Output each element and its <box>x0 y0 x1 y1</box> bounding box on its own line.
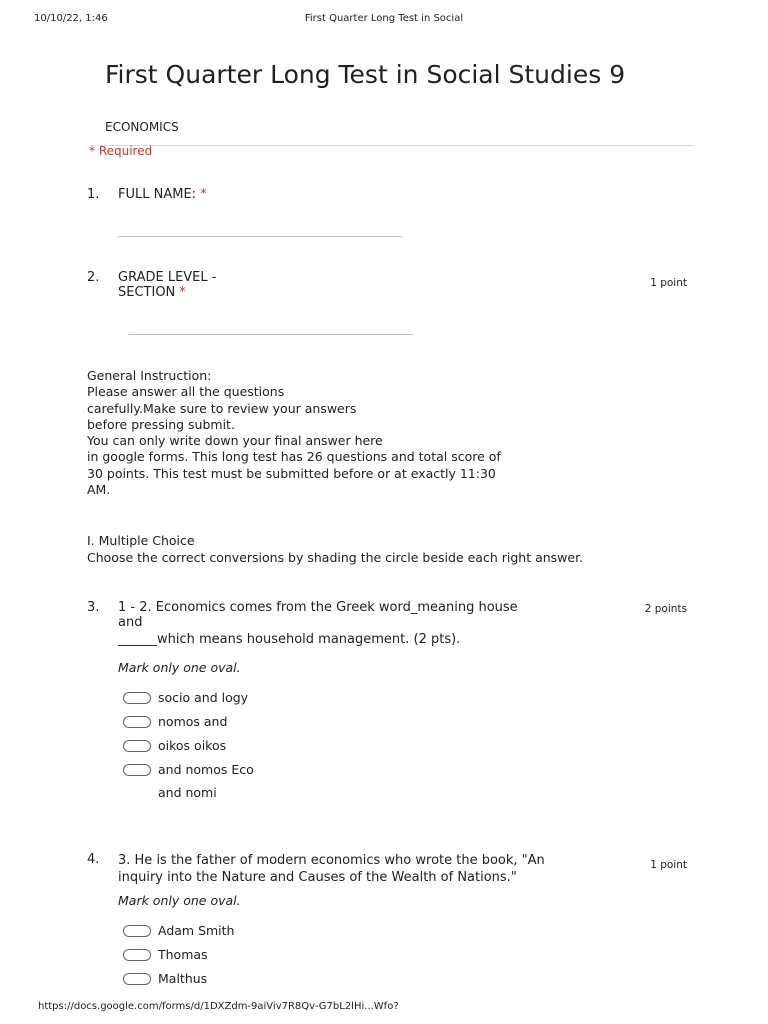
question-number: 1. <box>87 187 100 202</box>
points-badge: 2 points <box>644 603 687 615</box>
question-text-line: 3. He is the father of modern economics who wrote the book, "An <box>118 853 545 868</box>
instruction-line: General Instruction: <box>87 368 212 383</box>
question-number: 2. <box>87 270 100 285</box>
instruction-line: Please answer all the questions <box>87 384 285 400</box>
required-asterisk: * <box>179 285 186 300</box>
instruction-line: before pressing submit. <box>87 416 235 432</box>
form-subtitle: ECONOMICS <box>105 120 179 134</box>
radio-oval-icon[interactable] <box>123 740 151 752</box>
option-label: Adam Smith <box>158 923 235 938</box>
question-4-text <box>118 852 545 886</box>
points-badge: 1 point <box>650 277 687 289</box>
question-number: 3. <box>87 600 100 615</box>
question-text-line: and <box>118 615 143 630</box>
footer-url: https://docs.google.com/forms/d/1DXZdm-9aiViv7R8Qv-G7bL2lHi...Wfo? <box>38 1001 399 1012</box>
question-label-line2: SECTION <box>118 285 176 300</box>
instruction-line: carefully.Make sure to review your answers <box>87 400 357 416</box>
radio-oval-icon[interactable] <box>123 925 151 937</box>
option-label: oikos oikos <box>158 738 227 753</box>
form-title: First Quarter Long Test in Social Studies 9 <box>105 60 626 89</box>
option-label: socio and logy <box>158 690 249 705</box>
general-instruction <box>87 368 501 498</box>
question-label: FULL NAME: <box>118 187 197 202</box>
question-full-name <box>118 187 207 202</box>
radio-oval-icon[interactable] <box>123 716 151 728</box>
radio-oval-icon[interactable] <box>123 764 151 776</box>
radio-oval-icon[interactable] <box>123 973 151 985</box>
print-header-title: First Quarter Long Test in Social <box>304 13 464 24</box>
question-3-text <box>118 600 598 647</box>
section-description: Choose the correct conversions by shading the circle beside each right answer. <box>87 550 584 565</box>
instruction-line: 30 points. This test must be submitted before or at exactly 11:30 <box>87 465 496 481</box>
question-grade-section <box>118 270 216 300</box>
radio-oval-icon[interactable] <box>123 692 151 704</box>
question-text-line: ______which means household management. (2 pts). <box>118 632 461 647</box>
question-label-line1: GRADE LEVEL - <box>118 270 217 285</box>
instruction-line: AM. <box>87 482 111 498</box>
print-date: 10/10/22, 1:46 <box>34 13 108 24</box>
question-text-line: 1 - 2. Economics comes from the Greek word_meaning house <box>118 600 518 615</box>
section-title: I. Multiple Choice <box>87 533 195 548</box>
points-badge: 1 point <box>650 859 687 871</box>
option-label-continuation: and nomi <box>158 785 217 800</box>
question-text-line: inquiry into the Nature and Causes of the Wealth of Nations." <box>118 870 517 885</box>
full-name-input[interactable] <box>118 236 402 237</box>
instruction-line: You can only write down your final answer here <box>87 433 383 449</box>
question-hint: Mark only one oval. <box>118 893 241 908</box>
option-label: Malthus <box>158 971 208 986</box>
option-label: and nomos Eco <box>158 762 254 777</box>
radio-oval-icon[interactable] <box>123 949 151 961</box>
question-hint: Mark only one oval. <box>118 660 241 675</box>
title-divider <box>90 145 694 146</box>
grade-section-input[interactable] <box>129 334 413 335</box>
required-asterisk: * <box>200 187 207 202</box>
required-note: * Required <box>89 144 153 158</box>
question-number: 4. <box>87 852 100 867</box>
instruction-line: in google forms. This long test has 26 questions and total score of <box>87 449 501 465</box>
option-label: nomos and <box>158 714 228 729</box>
option-label: Thomas <box>158 947 208 962</box>
